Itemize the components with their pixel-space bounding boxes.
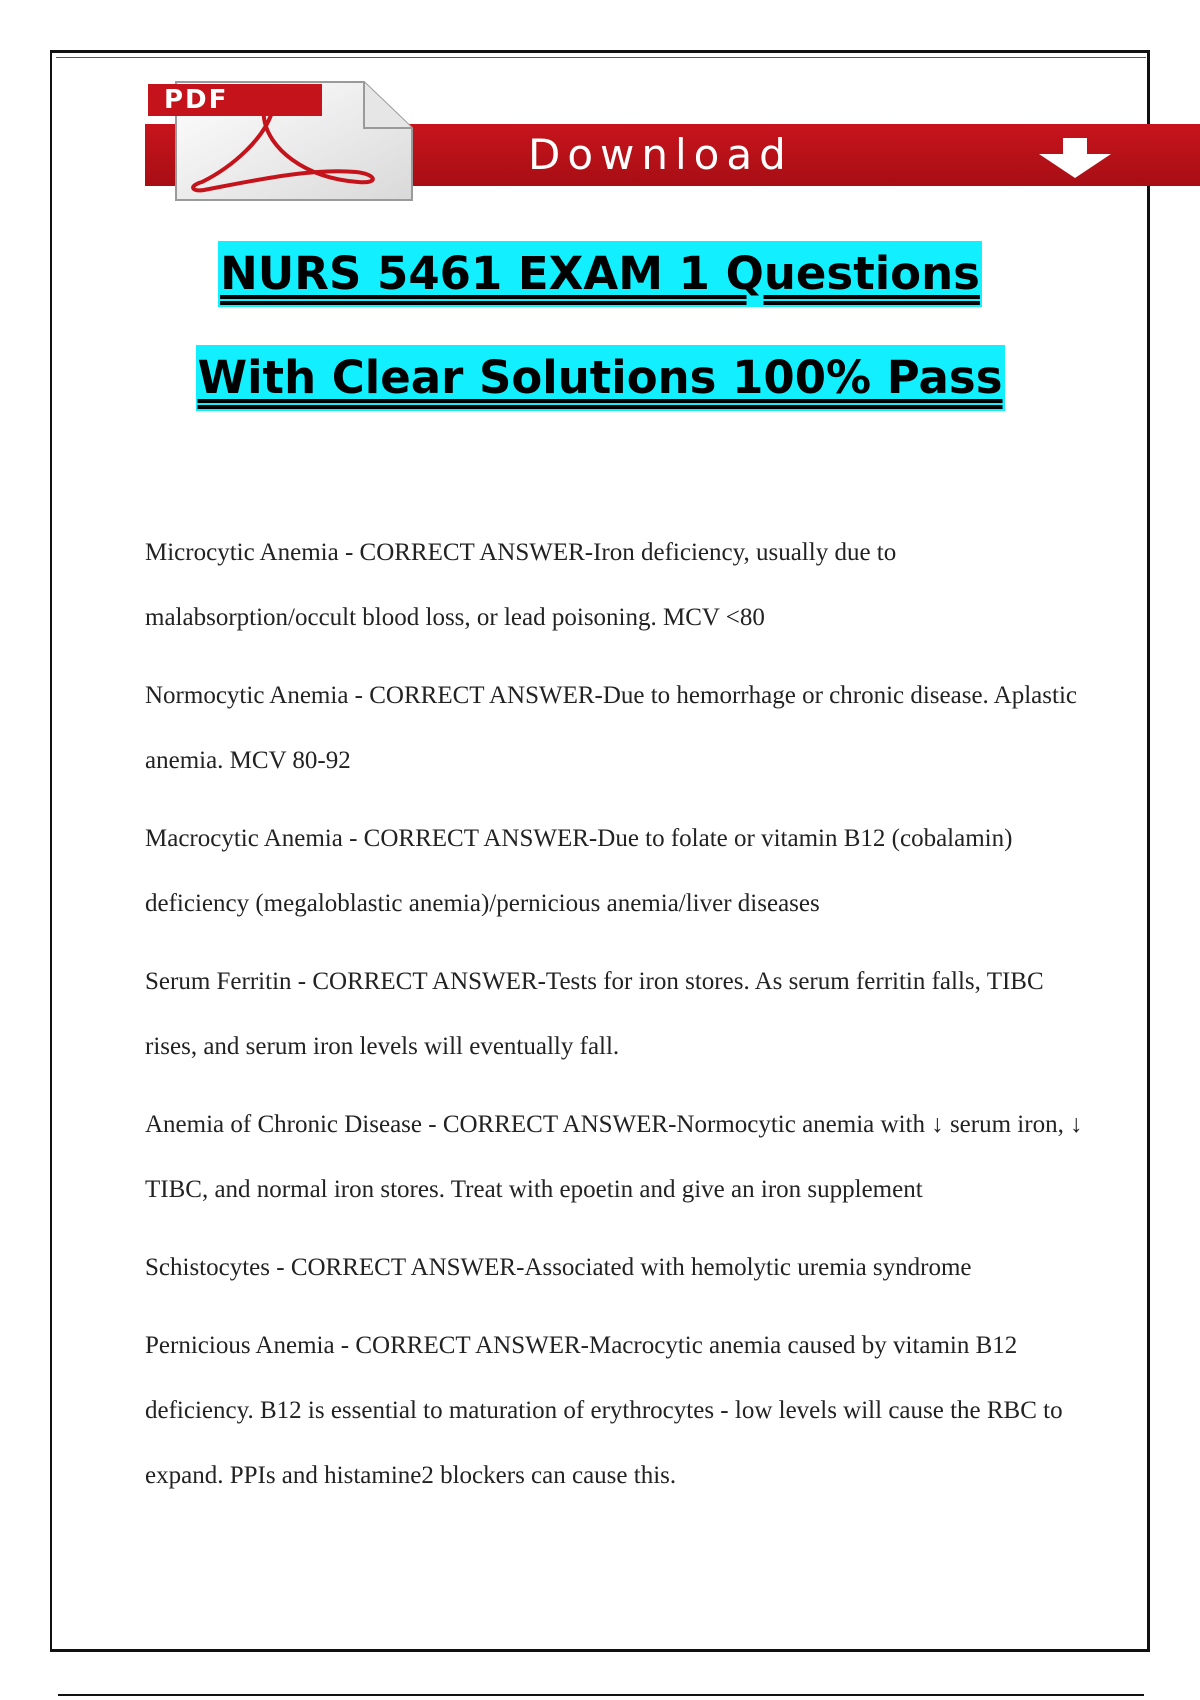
qa-item-schistocytes: Schistocytes - CORRECT ANSWER-Associated with hemolytic uremia syndrome (145, 1254, 972, 1281)
document-title-line-2: With Clear Solutions 100% Pass (196, 345, 1005, 411)
bottom-rule (58, 1694, 1144, 1696)
qa-item-normocytic-anemia: Normocytic Anemia - CORRECT ANSWER-Due to hemorrhage or chronic disease. Aplastic anemia. MCV 80-92 (145, 682, 1077, 774)
qa-item-pernicious-anemia: Pernicious Anemia - CORRECT ANSWER-Macrocytic anemia caused by vitamin B12 deficiency. B12 is essential to maturation of erythrocytes - low levels will cause the RBC to expand. PPIs and histamine2 blockers can cause this. (145, 1332, 1063, 1489)
pdf-label: PDF (148, 84, 322, 116)
page-border-inner-line (56, 57, 1146, 58)
qa-item-macrocytic-anemia: Macrocytic Anemia - CORRECT ANSWER-Due to folate or vitamin B12 (cobalamin) deficiency (megaloblastic anemia)/pernicious anemia/liver diseases (145, 825, 1013, 917)
title-line-2-wrapper (0, 345, 1200, 411)
qa-item-anemia-chronic-disease: Anemia of Chronic Disease - CORRECT ANSWER-Normocytic anemia with ↓ serum iron, ↓ TIBC, and normal iron stores. Treat with epoetin and give an iron supplement (145, 1111, 1083, 1203)
qa-list (145, 520, 1085, 1521)
download-label[interactable]: Download (528, 130, 793, 179)
qa-item-serum-ferritin: Serum Ferritin - CORRECT ANSWER-Tests for iron stores. As serum ferritin falls, TIBC rises, and serum iron levels will eventually fall. (145, 968, 1044, 1060)
download-arrow-icon[interactable] (1035, 138, 1115, 178)
document-title-line-1: NURS 5461 EXAM 1 Questions (218, 241, 982, 307)
qa-item-microcytic-anemia: Microcytic Anemia - CORRECT ANSWER-Iron deficiency, usually due to malabsorption/occult blood loss, or lead poisoning. MCV <80 (145, 539, 897, 631)
title-line-1-wrapper (0, 241, 1200, 307)
